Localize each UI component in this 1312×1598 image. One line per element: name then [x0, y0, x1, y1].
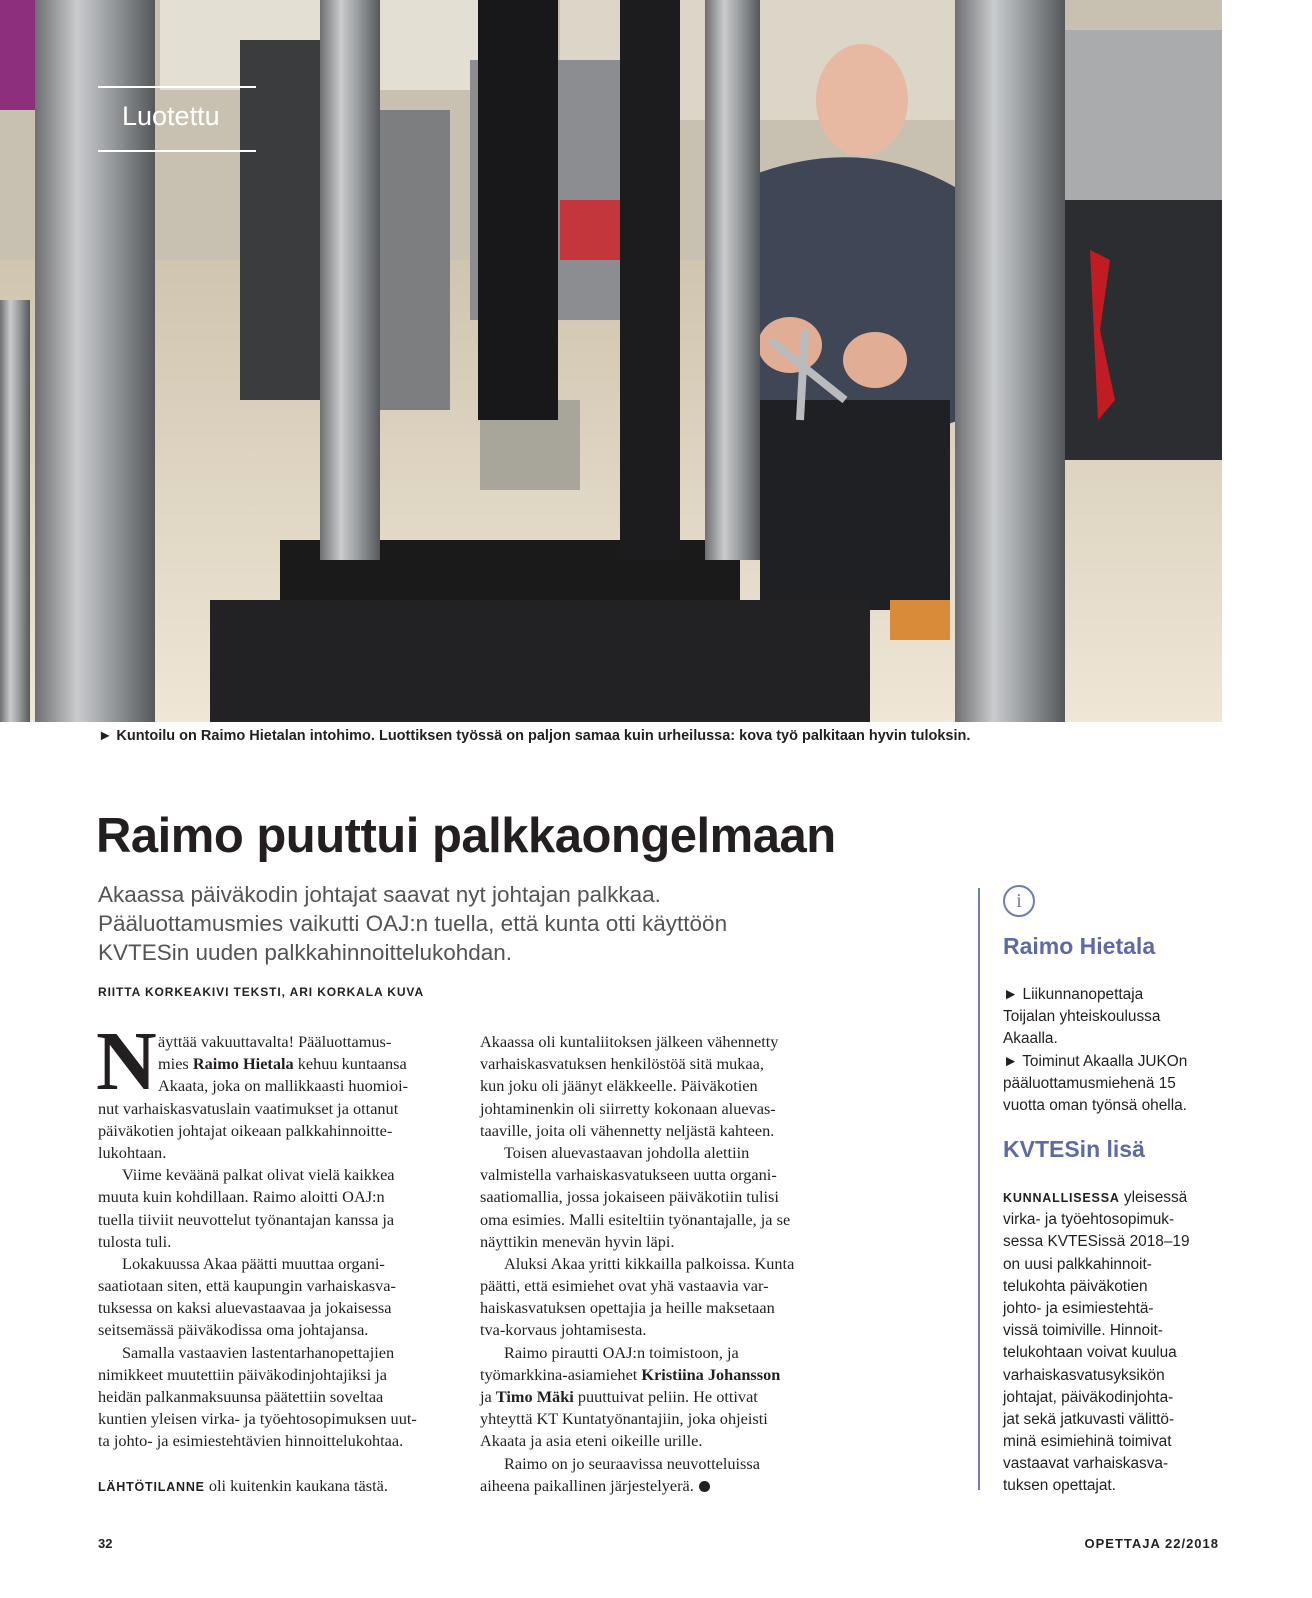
- page-number: 32: [98, 1536, 113, 1551]
- body-column-2: [480, 1031, 850, 1497]
- issue-label: OPETTAJA 22/2018: [1084, 1536, 1219, 1551]
- body-line: tuella tiiviit neuvottelut työnantajan kanssa ja: [98, 1209, 395, 1229]
- body-line: valmistella varhaiskasvatukseen uutta organi-: [480, 1165, 777, 1185]
- sidebar-line: vissä toimiville. Hinnoit-: [1003, 1322, 1163, 1340]
- end-mark-icon: [699, 1481, 710, 1492]
- body-line: Toisen aluevastaavan johdolla alettiin: [504, 1142, 750, 1162]
- body-column-1: [98, 1031, 460, 1497]
- caption-text: Kuntoilu on Raimo Hietalan intohimo. Luottiksen työssä on paljon samaa kuin urheilussa: kova työ palkitaan hyvin tuloksin.: [116, 728, 971, 744]
- body-line: seitsemässä päiväkodissa oma johtajansa.: [98, 1320, 369, 1340]
- sidebar-rule: [978, 888, 980, 1490]
- sidebar-kvtes-text: [1003, 1187, 1218, 1498]
- body-line: nimikkeet muutettiin päiväkodinjohtajiksi ja: [98, 1364, 387, 1384]
- sidebar-line: minä esimiehinä toimivat: [1003, 1433, 1172, 1451]
- body-line: oma esimies. Malli esiteltiin työnantajalle, ja se: [480, 1209, 791, 1229]
- body-line: työmarkkina-asiamiehet Kristiina Johansson: [480, 1364, 781, 1384]
- photo-caption: [98, 728, 970, 744]
- sidebar-line: telukohta päiväkotien: [1003, 1277, 1148, 1295]
- body-line: Raimo pirautti OAJ:n toimistoon, ja: [504, 1342, 739, 1362]
- body-line: aiheena paikallinen järjestelyerä.: [480, 1475, 850, 1497]
- body-line: heidän palkanmaksuunsa päätettiin soveltaa: [98, 1387, 384, 1406]
- blank-line: [98, 1453, 460, 1475]
- lead-line: Akaassa päiväkodin johtajat saavat nyt johtajan palkkaa.: [98, 882, 661, 907]
- sidebar-line: Akaalla.: [1003, 1030, 1058, 1048]
- sidebar-line: ► Liikunnanopettaja: [1003, 986, 1144, 1003]
- lead-line: Pääluottamusmies vaikutti OAJ:n tuella, että kunta otti käyttöön: [98, 911, 728, 936]
- sidebar-line: virka- ja työehtosopimuk-: [1003, 1211, 1175, 1229]
- body-line: näyttikin menevän hyvin läpi.: [480, 1231, 675, 1251]
- body-line: Akaata ja asia eteni oikeille urille.: [480, 1431, 703, 1451]
- body-line: Akaassa oli kuntaliitoksen jälkeen vähennetty: [480, 1032, 779, 1051]
- sidebar-line: tuksen opettajat.: [1003, 1477, 1116, 1495]
- sidebar-line: johto- ja esimiestehtä-: [1003, 1299, 1154, 1317]
- sidebar-line: vastaavat varhaiskasva-: [1003, 1455, 1169, 1473]
- drop-cap: N: [96, 1015, 157, 1108]
- body-line: taaville, joita oli vähennetty neljästä kahteen.: [480, 1120, 775, 1140]
- body-line: varhaiskasvatuksen henkilöstöä sitä mukaa,: [480, 1054, 764, 1074]
- sidebar-line: KUNNALLISESSA yleisessä: [1003, 1189, 1188, 1206]
- sidebar-line: vuotta oman työnsä ohella.: [1003, 1096, 1187, 1114]
- body-line: ta johto- ja esimiestehtävien hinnoittelukohtaa.: [98, 1431, 404, 1451]
- sidebar-line: ► Toiminut Akaalla JUKOn: [1003, 1052, 1188, 1070]
- body-line: Aluksi Akaa yritti kikkailla palkoissa. Kunta: [504, 1253, 795, 1273]
- body-line: Akaata, joka on mallikkaasti huomioi-: [158, 1076, 409, 1096]
- person-name: Kristiina Johansson: [641, 1364, 781, 1384]
- body-line: päätti, että esimiehet ovat yhä vastaavia var-: [480, 1276, 769, 1296]
- sidebar-line: jat sekä jatkuvasti välittö-: [1003, 1410, 1175, 1428]
- article-lead: [98, 880, 798, 967]
- body-line: tuksessa on kaksi aluevastaavaa ja jokaisessa: [98, 1298, 392, 1318]
- run-in-head: LÄHTÖTILANNE: [98, 1479, 205, 1494]
- info-icon: i: [1003, 885, 1035, 917]
- body-line: johtaminenkin oli siirretty kokonaan aluevas-: [480, 1098, 776, 1118]
- body-line: äyttää vakuuttavalta! Pääluottamus-: [158, 1032, 392, 1051]
- body-line: ja Timo Mäki puuttuivat peliin. He ottivat: [480, 1387, 758, 1406]
- sidebar-line: varhaiskasvatusyksikön: [1003, 1366, 1165, 1384]
- run-in-head: KUNNALLISESSA: [1003, 1191, 1120, 1205]
- person-name: Raimo Hietala: [192, 1054, 294, 1074]
- byline: RIITTA KORKEAKIVI TEKSTI, ARI KORKALA KUVA: [98, 985, 425, 999]
- hero-photo: [0, 0, 1222, 722]
- article-headline: Raimo puuttui palkkaongelmaan: [96, 809, 836, 863]
- body-line: haiskasvatuksen opettajia ja heille maksetaan: [480, 1298, 775, 1318]
- sidebar-line: on uusi palkkahinnoit-: [1003, 1255, 1152, 1273]
- body-line: saatiomallia, jossa jokaiseen päiväkotiin tulisi: [480, 1187, 779, 1207]
- body-line: saatiotaan siten, että kaupungin varhaiskasva-: [98, 1276, 396, 1296]
- body-line: nut varhaiskasvatuslain vaatimukset ja ottanut: [98, 1098, 399, 1118]
- sidebar-line: telukohtaan voivat kuulua: [1003, 1344, 1177, 1362]
- body-line: mies Raimo Hietala kehuu kuntaansa: [158, 1054, 407, 1074]
- sidebar-heading-person: Raimo Hietala: [1003, 933, 1156, 959]
- sidebar-line: pääluottamusmiehenä 15: [1003, 1074, 1176, 1092]
- body-line: Samalla vastaavien lastentarhanopettajien: [122, 1342, 395, 1362]
- caption-marker-icon: ►: [98, 728, 113, 744]
- body-line: tva-korvaus johtamisesta.: [480, 1320, 647, 1340]
- body-line: kuntien yleisen virka- ja työehtosopimuksen uut-: [98, 1409, 417, 1429]
- body-line: kun joku oli jäänyt eläkkeelle. Päiväkotien: [480, 1076, 758, 1096]
- body-line: Raimo on jo seuraavissa neuvotteluissa: [504, 1453, 760, 1473]
- person-name: Timo Mäki: [495, 1387, 574, 1406]
- sidebar-line: johtajat, päiväkodinjohta-: [1003, 1388, 1174, 1406]
- body-line: yhteyttä KT Kuntatyönantajiin, joka ohjeisti: [480, 1409, 768, 1429]
- body-line: tulosta tuli.: [98, 1231, 172, 1251]
- sidebar-heading-kvtes: KVTESin lisä: [1003, 1136, 1145, 1162]
- body-line: LÄHTÖTILANNE oli kuitenkin kaukana tästä.: [98, 1475, 388, 1495]
- lead-line: KVTESin uuden palkkahinnoittelukohdan.: [98, 940, 513, 965]
- sidebar-person-facts: [1003, 984, 1218, 1117]
- body-line: Viime keväänä palkat olivat vielä kaikkea: [122, 1165, 395, 1185]
- sidebar-line: sessa KVTESissä 2018–19: [1003, 1233, 1190, 1251]
- section-label-text: Luotettu: [122, 101, 220, 131]
- body-line: lukohtaan.: [98, 1142, 167, 1162]
- body-line: muuta kuin kohdillaan. Raimo aloitti OAJ:n: [98, 1187, 385, 1207]
- sidebar-line: Toijalan yhteiskoulussa: [1003, 1008, 1161, 1026]
- body-line: päiväkotien johtajat oikeaan palkkahinnoitte-: [98, 1120, 393, 1140]
- body-line: Lokakuussa Akaa päätti muuttaa organi-: [122, 1253, 385, 1273]
- section-label: [98, 86, 256, 152]
